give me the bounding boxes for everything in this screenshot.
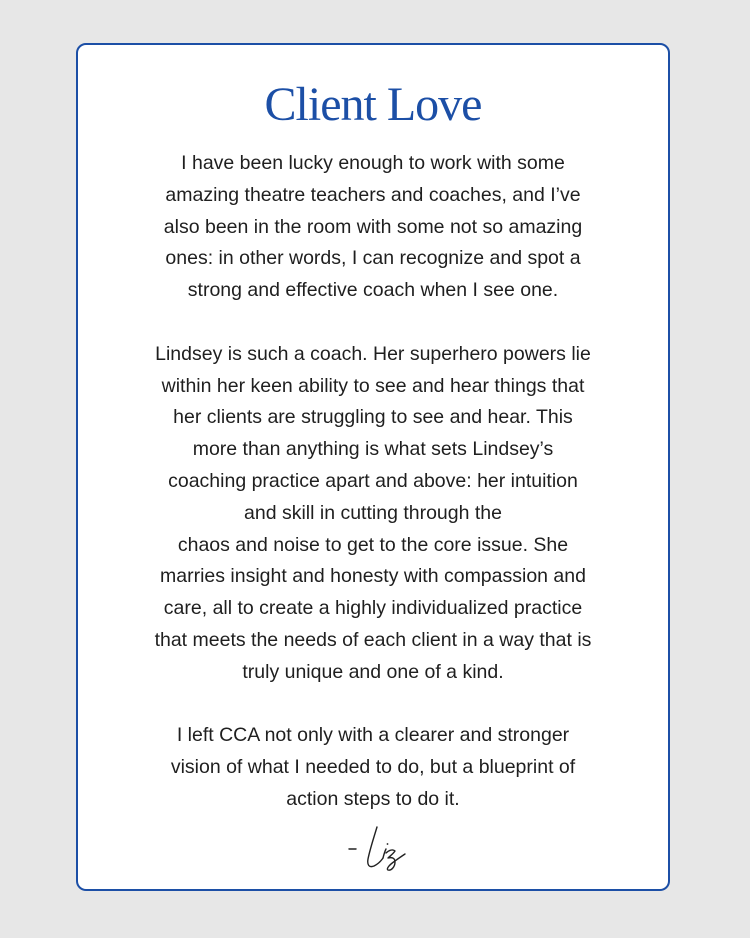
text-line: chaos and noise to get to the core issue. She xyxy=(177,533,569,556)
testimonial-text xyxy=(98,148,648,816)
text-line: her clients are struggling to see and hear. This xyxy=(173,406,573,429)
testimonial-card xyxy=(76,43,670,891)
text-line: care, all to create a highly individualized practice xyxy=(163,597,583,620)
text-line: truly unique and one of a kind. xyxy=(242,660,504,683)
text-line: and skill in cutting through the xyxy=(244,501,502,524)
text-line: that meets the needs of each client in a way that is xyxy=(154,628,592,651)
text-line: vision of what I needed to do, but a blueprint of xyxy=(170,756,576,779)
paragraph-gap xyxy=(98,307,648,339)
text-line: I left CCA not only with a clearer and stronger xyxy=(176,724,570,747)
text-line: ones: in other words, I can recognize and spot a xyxy=(165,247,581,270)
text-line: marries insight and honesty with compassion and xyxy=(160,565,586,588)
text-line: Lindsey is such a coach. Her superhero powers lie xyxy=(155,342,591,365)
text-line: amazing theatre teachers and coaches, and I’ve xyxy=(165,183,581,206)
text-line: coaching practice apart and above: her intuition xyxy=(168,469,578,492)
text-line: within her keen ability to see and hear things that xyxy=(161,374,585,397)
text-line: action steps to do it. xyxy=(286,787,460,810)
page-title: Client Love xyxy=(264,78,482,131)
text-line: strong and effective coach when I see one. xyxy=(187,279,559,302)
paragraph-gap xyxy=(98,689,648,721)
text-line: more than anything is what sets Lindsey’s xyxy=(192,438,554,461)
text-line: I have been lucky enough to work with some xyxy=(181,152,565,174)
signature xyxy=(343,823,413,873)
text-line: also been in the room with some not so amazing xyxy=(163,215,583,238)
